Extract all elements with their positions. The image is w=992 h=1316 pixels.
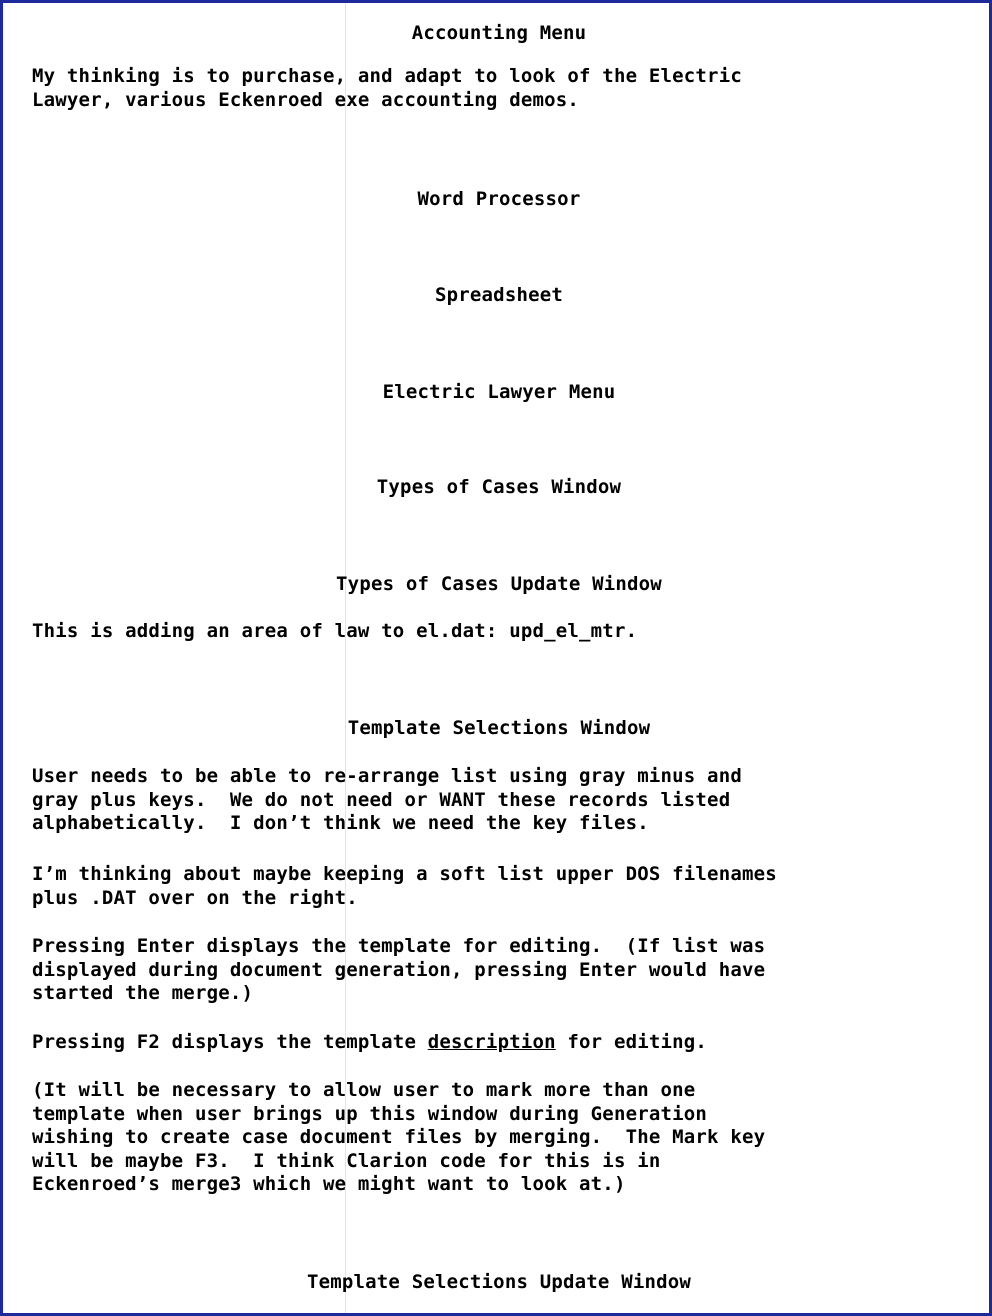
heading-template-selections-update-window: Template Selections Update Window — [306, 1271, 692, 1293]
heading-types-of-cases-update-window: Types of Cases Update Window — [336, 573, 662, 595]
heading-template-selections-window: Template Selections Window — [347, 717, 651, 739]
f2-text-before: Pressing F2 displays the template — [32, 1031, 428, 1053]
paragraph-soft-list: I’m thinking about maybe keeping a soft list upper DOS filenames plus .DAT over on the right. — [32, 863, 777, 909]
paragraph-pressing-enter: Pressing Enter displays the template for editing. (If list was displayed during document generation, pressing Enter would have started the merge.) — [32, 935, 766, 1004]
heading-types-of-cases-window: Types of Cases Window — [376, 476, 622, 498]
paragraph-types-of-cases-update: This is adding an area of law to el.dat: upd_el_mtr. — [32, 620, 638, 642]
heading-word-processor: Word Processor — [417, 188, 581, 210]
underlined-description: description — [427, 1031, 556, 1053]
f2-text-after: for editing. — [555, 1031, 708, 1053]
paragraph-mark-more-than-one: (It will be necessary to allow user to mark more than one template when user brings up this window during Generation wishing to create case document files by merging. The Mark key will be maybe F3. I think Clarion code for this is in Eckenroed’s merge3 which we might want to look at.) — [32, 1079, 766, 1195]
heading-electric-lawyer-menu: Electric Lawyer Menu — [382, 381, 616, 403]
heading-spreadsheet: Spreadsheet — [434, 284, 564, 306]
heading-accounting-menu: Accounting Menu — [411, 22, 587, 44]
paragraph-pressing-f2 — [32, 1031, 707, 1055]
paragraph-accounting: My thinking is to purchase, and adapt to look of the Electric Lawyer, various Eckenroed exe accounting demos. — [32, 65, 742, 111]
paragraph-rearrange-list: User needs to be able to re-arrange list using gray minus and gray plus keys. We do not need or WANT these records listed alphabetically. I don’t think we need the key files. — [32, 765, 742, 834]
